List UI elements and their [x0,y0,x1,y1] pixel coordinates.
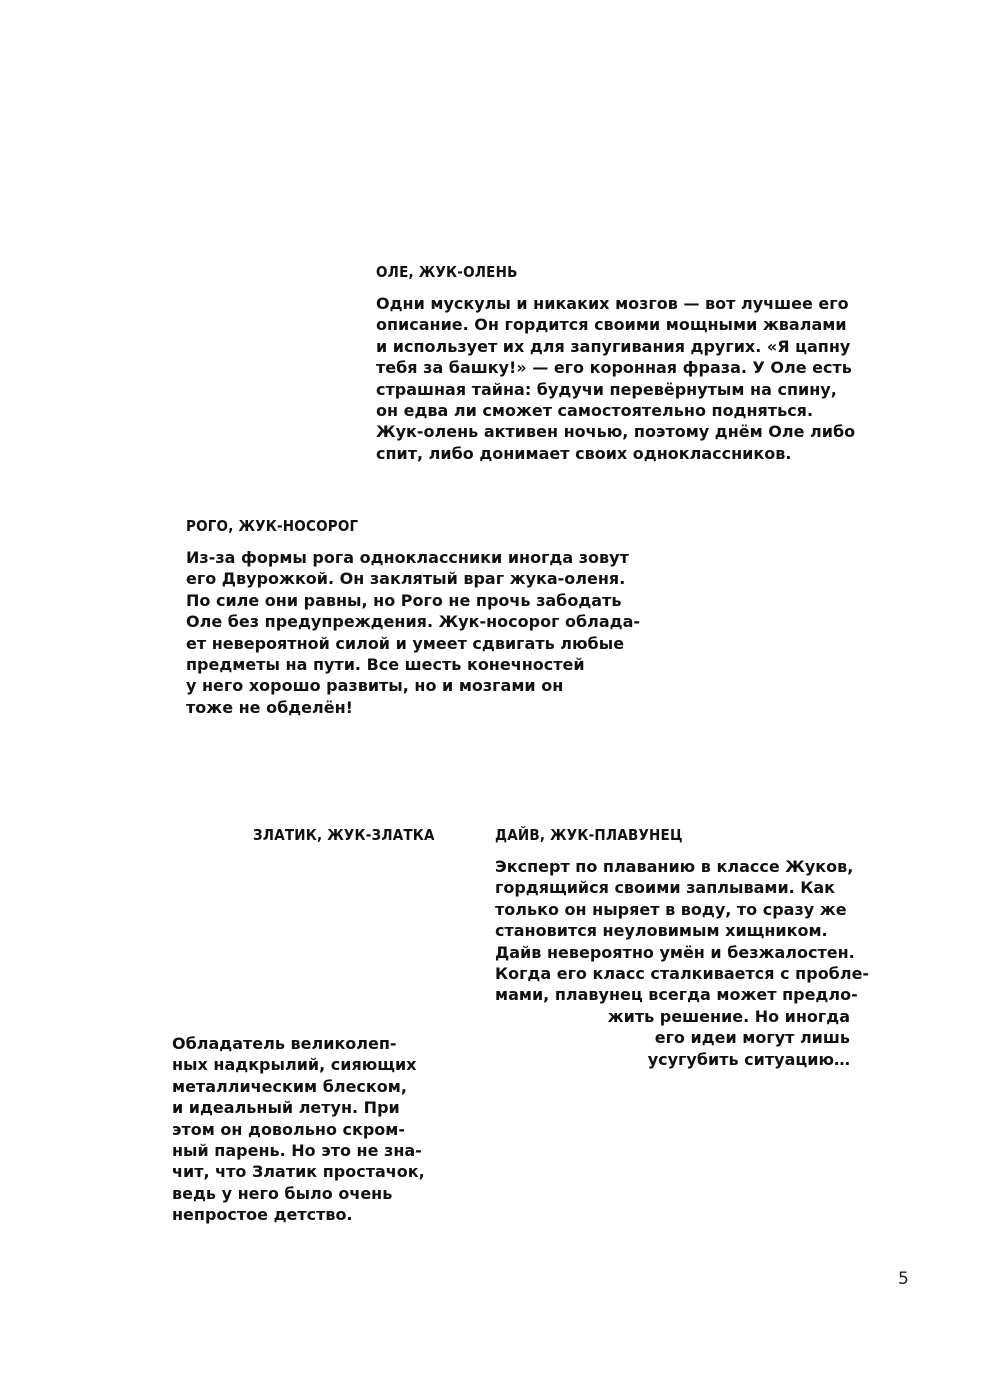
rogo-section [186,517,640,718]
zlatik-line: непростое детство. [172,1205,353,1225]
rogo-line: его Двурожкой. Он заклятый враг жука-оленя. [186,569,626,589]
zlatik-line: Обладатель великолеп- [172,1034,397,1053]
daiv-tail-line: усугубить ситуацию… [647,1049,850,1069]
rogo-line: Из-за формы рога одноклассники иногда зовут [186,548,629,567]
zlatik-line: ный парень. Но это не зна- [172,1141,422,1161]
rogo-line: у него хорошо развиты, но и мозгами он [186,676,564,696]
daiv-line: становится неуловимым хищником. [495,921,828,941]
rogo-line: тоже не обделён! [186,697,353,717]
zlatik-section [172,1033,425,1226]
ole-line: Жук-олень активен ночью, поэтому днём Оле либо [376,422,856,442]
rogo-title: РОГО, ЖУК-НОСОРОГ [186,517,359,535]
daiv-title: ДАЙВ, ЖУК-ПЛАВУНЕЦ [495,826,683,844]
zlatik-title: ЗЛАТИК, ЖУК-ЗЛАТКА [253,826,435,844]
daiv-tail-line: его идеи могут лишь [654,1028,850,1048]
ole-line: Одни мускулы и никаких мозгов — вот лучшее его [376,294,849,313]
ole-line: спит, либо донимает своих одноклассников. [376,443,792,463]
zlatik-line: и идеальный летун. При [172,1098,400,1118]
daiv-line: Эксперт по плаванию в классе Жуков, [495,857,854,876]
ole-line: описание. Он гордится своими мощными жвалами [376,315,847,335]
ole-line: тебя за башку!» — его коронная фраза. У Оле есть [376,358,852,378]
zlatik-line: этом он довольно скром- [172,1119,406,1139]
zlatik-line: ных надкрылий, сияющих [172,1055,417,1075]
daiv-line: гордящийся своими заплывами. Как [495,878,836,898]
ole-line: и использует их для запугивания других. «Я цапну [376,336,851,356]
rogo-line: Оле без предупреждения. Жук-носорог облада- [186,612,641,632]
daiv-section [495,826,869,1070]
zlatik-line: ведь у него было очень [172,1183,393,1203]
ole-line: страшная тайна: будучи перевёрнутым на спину, [376,379,837,399]
daiv-line: Когда его класс сталкивается с пробле- [495,964,870,984]
daiv-line: Дайв невероятно умён и безжалостен. [495,942,855,962]
ole-line: он едва ли сможет самостоятельно подняться. [376,401,814,421]
daiv-tail-line: жить решение. Но иногда [607,1006,850,1026]
rogo-line: предметы на пути. Все шесть конечностей [186,655,585,675]
rogo-line: По силе они равны, но Рого не прочь забодать [186,590,622,610]
ole-section [376,263,855,464]
page-number: 5 [898,1269,909,1289]
rogo-line: ет невероятной силой и умеет сдвигать любые [186,633,625,653]
daiv-line: мами, плавунец всегда может предло- [495,985,858,1005]
zlatik-line: металлическим блеском, [172,1076,407,1096]
zlatik-line: чит, что Златик простачок, [172,1162,425,1182]
ole-title: ОЛЕ, ЖУК-ОЛЕНЬ [376,263,518,281]
daiv-line: только он ныряет в воду, то сразу же [495,899,847,919]
